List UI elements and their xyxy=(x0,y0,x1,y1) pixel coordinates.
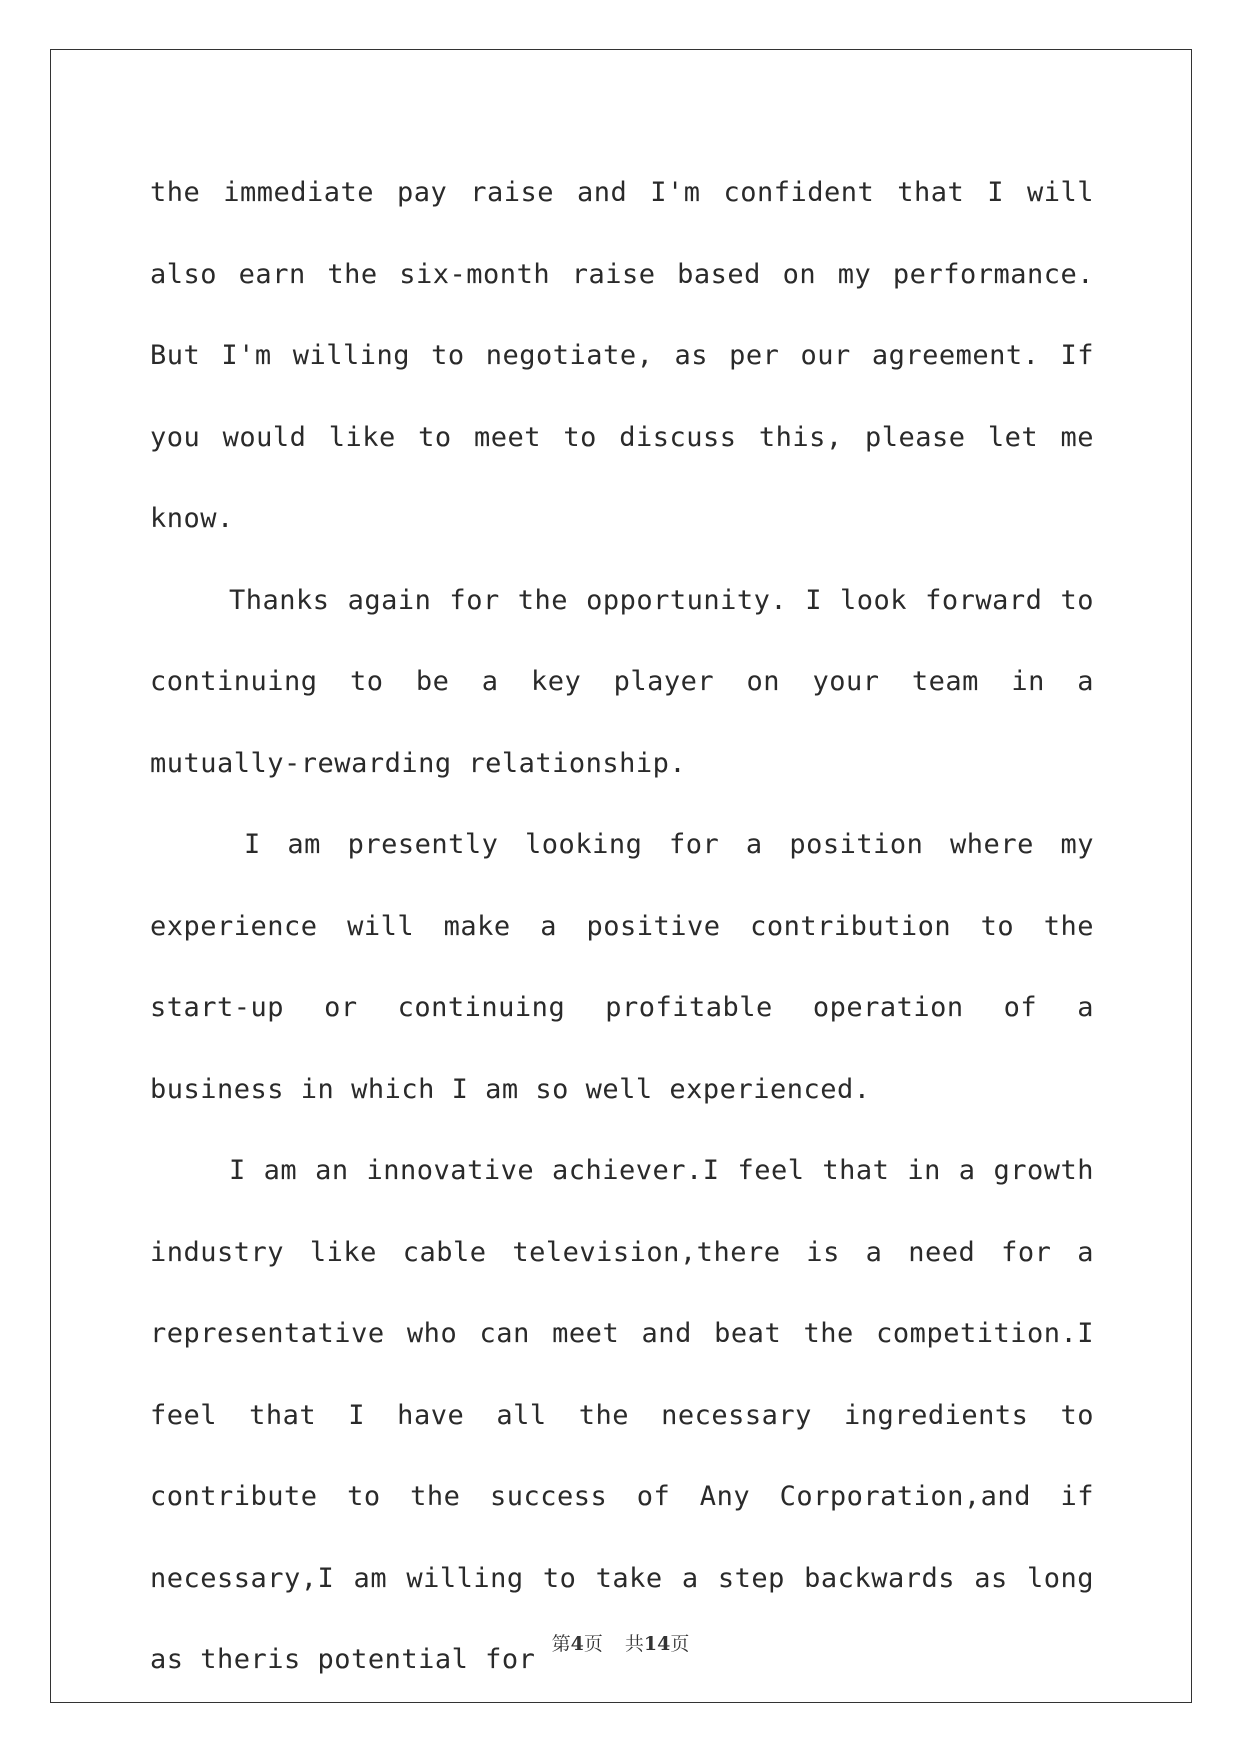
paragraph-3: I am presently looking for a position where my experience will make a positive contribution to the start-up or continuing profitable operation of a business in which I am so well experienced. xyxy=(150,829,1094,1105)
footer-total-prefix: 共 xyxy=(624,1633,644,1655)
footer-page-number: 4 xyxy=(570,1633,584,1655)
footer-page-prefix: 第 xyxy=(551,1633,571,1655)
footer-total-suffix: 页 xyxy=(670,1633,690,1655)
footer-total-pages: 14 xyxy=(643,1633,671,1655)
document-body xyxy=(150,152,1094,1701)
paragraph-4: I am an innovative achiever.I feel that in a growth industry like cable television,there is a need for a representative who can meet and beat the competition.I feel that I have all the necessary ingredients to contribute to the success of Any Corporation,and if necessary,I am willing to take a step backwards as long as theris potential for xyxy=(150,1155,1094,1675)
page-footer xyxy=(0,1629,1241,1656)
paragraph-1: the immediate pay raise and I'm confident that I will also earn the six-month raise based on my performance. But I'm willing to negotiate, as per our agreement. If you would like to meet to discuss this, please let me know. xyxy=(150,177,1094,534)
paragraph-2: Thanks again for the opportunity. I look forward to continuing to be a key player on your team in a mutually-rewarding relationship. xyxy=(150,584,1094,779)
footer-page-suffix: 页 xyxy=(583,1633,603,1655)
